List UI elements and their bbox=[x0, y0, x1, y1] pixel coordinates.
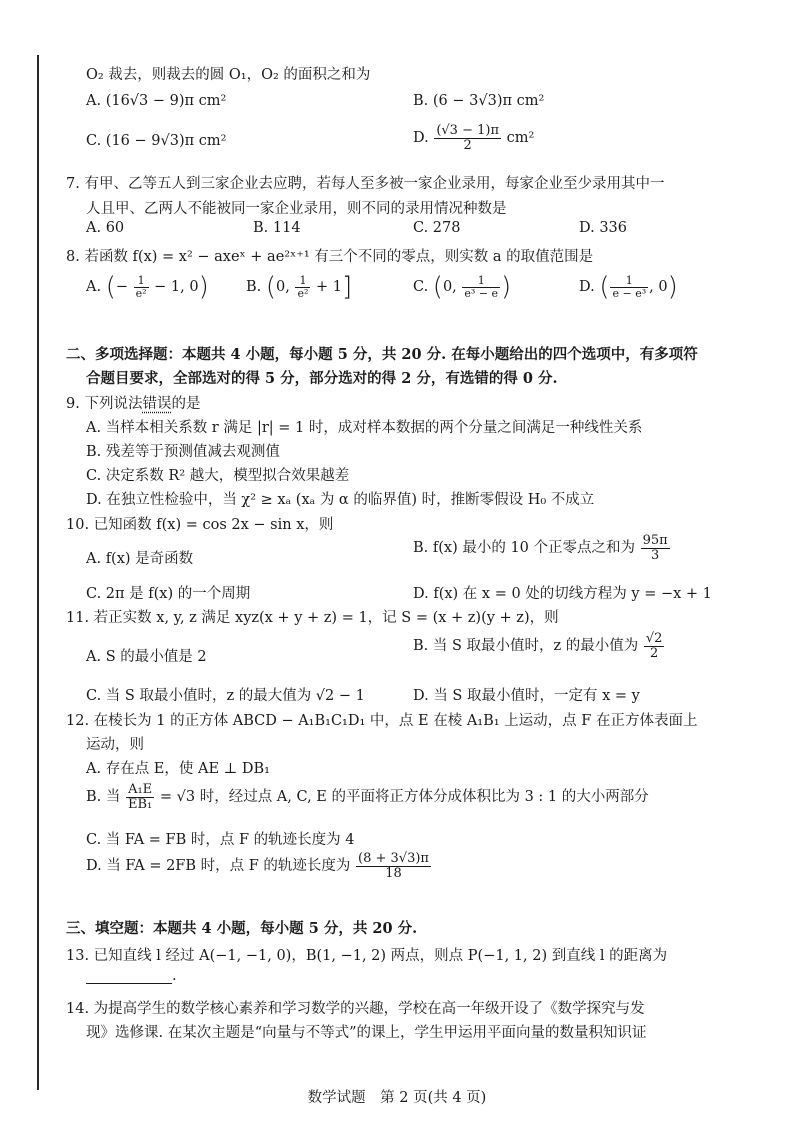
q12-option-a: A. 存在点 E，使 AE ⊥ DB₁ bbox=[86, 761, 270, 777]
q7-option-a: A. 60 bbox=[86, 220, 125, 236]
q8-d-label: D. bbox=[579, 279, 595, 295]
q12-option-b bbox=[86, 783, 649, 811]
q8-option-d bbox=[579, 274, 678, 300]
q8-option-b bbox=[246, 274, 352, 300]
q9-stem bbox=[66, 392, 200, 413]
section3-heading: 三、填空题：本题共 4 小题，每小题 5 分，共 20 分. bbox=[66, 920, 418, 937]
q8-a-numerator: 1 bbox=[137, 273, 145, 287]
q11-b-fraction bbox=[644, 632, 665, 660]
q8-option-c bbox=[413, 274, 511, 300]
q8-c-fraction bbox=[462, 275, 500, 299]
q11-b-denominator: 2 bbox=[644, 646, 665, 661]
q8-c-denominator: e³ − e bbox=[464, 286, 499, 300]
section2-heading-line2: 合题目要求，全部选对的得 5 分，部分选对的得 2 分，有选错的得 0 分. bbox=[86, 370, 558, 387]
q7-stem-line2: 人且甲、乙两人不能被同一家企业录用，则不同的录用情况种数是 bbox=[86, 201, 507, 217]
q12-b-fraction bbox=[126, 783, 154, 811]
q12-option-d bbox=[86, 852, 432, 880]
q8-d-denominator: e − e³ bbox=[612, 286, 647, 300]
q8-b-numerator: 1 bbox=[299, 273, 307, 287]
q8-a-close-paren: ) bbox=[198, 272, 209, 302]
binding-margin-line bbox=[37, 55, 39, 1090]
q6-d-fraction bbox=[434, 124, 501, 152]
q6-d-numerator: (√3 − 1)π bbox=[436, 123, 499, 138]
q6-option-c: C. (16 − 9√3)π cm² bbox=[86, 133, 227, 149]
q12-d-fraction bbox=[356, 852, 431, 880]
q8-b-post: + 1 bbox=[316, 279, 342, 295]
q8-d-close-paren: ) bbox=[667, 272, 678, 302]
q10-b-fraction bbox=[641, 534, 670, 562]
q8-c-pre: 0, bbox=[442, 279, 457, 295]
q9-option-c: C. 决定系数 R² 越大，模型拟合效果越差 bbox=[86, 468, 350, 484]
q7-option-d: D. 336 bbox=[579, 220, 628, 236]
q8-option-a bbox=[86, 274, 209, 300]
q11-b-numerator: √2 bbox=[645, 631, 663, 646]
q10-b-numerator: 95π bbox=[642, 533, 668, 548]
q6-d-denominator: 2 bbox=[434, 138, 501, 153]
q10-b-denominator: 3 bbox=[641, 548, 670, 563]
page-footer: 数学试题 第 2 页(共 4 页) bbox=[307, 1090, 487, 1106]
q13-period: . bbox=[172, 968, 177, 984]
q12-b-denominator: EB₁ bbox=[127, 796, 153, 812]
q8-d-post: , 0 bbox=[649, 279, 668, 295]
q6-option-b: B. (6 − 3√3)π cm² bbox=[413, 93, 545, 109]
q8-d-fraction bbox=[610, 275, 648, 299]
q10-option-b bbox=[413, 534, 671, 562]
q8-d-open-paren: ( bbox=[599, 272, 610, 302]
q12-d-pre: D. 当 FA = 2FB 时，点 F 的轨迹长度为 bbox=[86, 858, 351, 875]
q7-stem-line1: 7. 有甲、乙等五人到三家企业去应聘，若每人至多被一家企业录用，每家企业至少录用其中一 bbox=[66, 176, 665, 192]
section2-heading-line1: 二、多项选择题：本题共 4 小题，每小题 5 分，共 20 分. 在每小题给出的四个选项中，有多项符 bbox=[66, 346, 698, 363]
q9-stem-pre: 9. 下列说法 bbox=[66, 396, 143, 412]
q14-stem-line2: 现》选修课. 在某次主题是“向量与不等式”的课上，学生甲运用平面向量的数量积知识证 bbox=[86, 1025, 647, 1041]
q12-d-denominator: 18 bbox=[356, 866, 431, 881]
q8-b-close-paren: ] bbox=[342, 272, 353, 302]
q12-b-numerator: A₁E bbox=[128, 782, 153, 797]
q13-answer-line bbox=[86, 968, 177, 984]
q10-option-d: D. f(x) 在 x = 0 处的切线方程为 y = −x + 1 bbox=[413, 586, 712, 602]
q12-option-c: C. 当 FA = FB 时，点 F 的轨迹长度为 4 bbox=[86, 832, 355, 848]
q11-option-d: D. 当 S 取最小值时，一定有 x = y bbox=[413, 688, 640, 704]
q7-option-b: B. 114 bbox=[253, 220, 301, 236]
q10-stem: 10. 已知函数 f(x) = cos 2x − sin x，则 bbox=[66, 517, 334, 533]
q8-c-close-paren: ) bbox=[501, 272, 512, 302]
q12-b-post: = √3 时，经过点 A, C, E 的平面将正方体分成体积比为 3 : 1 的大小两部分 bbox=[159, 789, 649, 806]
q12-stem-line1: 12. 在棱长为 1 的正方体 ABCD − A₁B₁C₁D₁ 中，点 E 在棱 A₁B₁ 上运动，点 F 在正方体表面上 bbox=[66, 713, 698, 729]
q11-b-pre: B. 当 S 取最小值时，z 的最小值为 bbox=[413, 638, 639, 655]
q8-d-numerator: 1 bbox=[625, 273, 633, 287]
q13-answer-blank[interactable] bbox=[86, 982, 172, 984]
q8-b-denominator: e² bbox=[297, 286, 309, 300]
q10-option-c: C. 2π 是 f(x) 的一个周期 bbox=[86, 586, 251, 602]
q6-d-unit: cm² bbox=[506, 130, 535, 147]
q10-option-a: A. f(x) 是奇函数 bbox=[86, 551, 194, 567]
q6-option-d bbox=[413, 124, 534, 152]
q11-option-a: A. S 的最小值是 2 bbox=[86, 649, 207, 665]
q8-c-open-paren: ( bbox=[432, 272, 443, 302]
q8-c-numerator: 1 bbox=[477, 273, 485, 287]
q8-a-label: A. bbox=[86, 279, 102, 295]
q13-stem: 13. 已知直线 l 经过 A(−1, −1, 0)，B(1, −1, 2) 两点，则点 P(−1, 1, 2) 到直线 l 的距离为 bbox=[66, 948, 668, 964]
q6-d-label: D. bbox=[413, 130, 429, 147]
q12-b-pre: B. 当 bbox=[86, 789, 121, 806]
q8-b-open-paren: ( bbox=[265, 272, 277, 302]
q8-a-post: − 1, 0 bbox=[154, 279, 199, 295]
q8-c-label: C. bbox=[413, 279, 429, 295]
q11-option-c: C. 当 S 取最小值时，z 的最大值为 √2 − 1 bbox=[86, 688, 365, 704]
q12-stem-line2: 运动，则 bbox=[86, 737, 144, 753]
q12-d-numerator: (8 + 3√3)π bbox=[358, 851, 429, 866]
q8-b-label: B. bbox=[246, 279, 262, 295]
q11-option-b bbox=[413, 632, 665, 660]
q6-option-a: A. (16√3 − 9)π cm² bbox=[86, 93, 227, 109]
q9-option-d: D. 在独立性检验中，当 χ² ≥ xₐ (xₐ 为 α 的临界值) 时，推断零假设 H₀ 不成立 bbox=[86, 492, 595, 508]
q6-stem-end: O₂ 裁去，则裁去的圆 O₁，O₂ 的面积之和为 bbox=[86, 67, 371, 83]
q9-option-a: A. 当样本相关系数 r 满足 |r| = 1 时，成对样本数据的两个分量之间满足一种线性关系 bbox=[86, 420, 643, 436]
q8-a-pre: − bbox=[115, 279, 129, 295]
q8-b-fraction bbox=[295, 275, 310, 299]
q8-a-denominator: e² bbox=[135, 286, 147, 300]
q9-stem-emphasis: 错误 bbox=[142, 396, 172, 412]
q7-option-c: C. 278 bbox=[413, 220, 461, 236]
q14-stem-line1: 14. 为提高学生的数学核心素养和学习数学的兴趣，学校在高一年级开设了《数学探究与发 bbox=[66, 1001, 645, 1017]
q11-stem: 11. 若正实数 x, y, z 满足 xyz(x + y + z) = 1，记 S = (x + z)(y + z)，则 bbox=[66, 610, 559, 626]
q9-option-b: B. 残差等于预测值减去观测值 bbox=[86, 444, 280, 460]
q8-a-fraction bbox=[134, 275, 149, 299]
q10-b-pre: B. f(x) 最小的 10 个正零点之和为 bbox=[413, 540, 636, 557]
q9-stem-post: 的是 bbox=[171, 396, 201, 412]
q8-stem: 8. 若函数 f(x) = x² − axeˣ + ae²ˣ⁺¹ 有三个不同的零点，则实数 a 的取值范围是 bbox=[66, 249, 594, 265]
q8-a-open-paren: ( bbox=[105, 272, 116, 302]
q8-b-pre: 0, bbox=[276, 279, 290, 295]
